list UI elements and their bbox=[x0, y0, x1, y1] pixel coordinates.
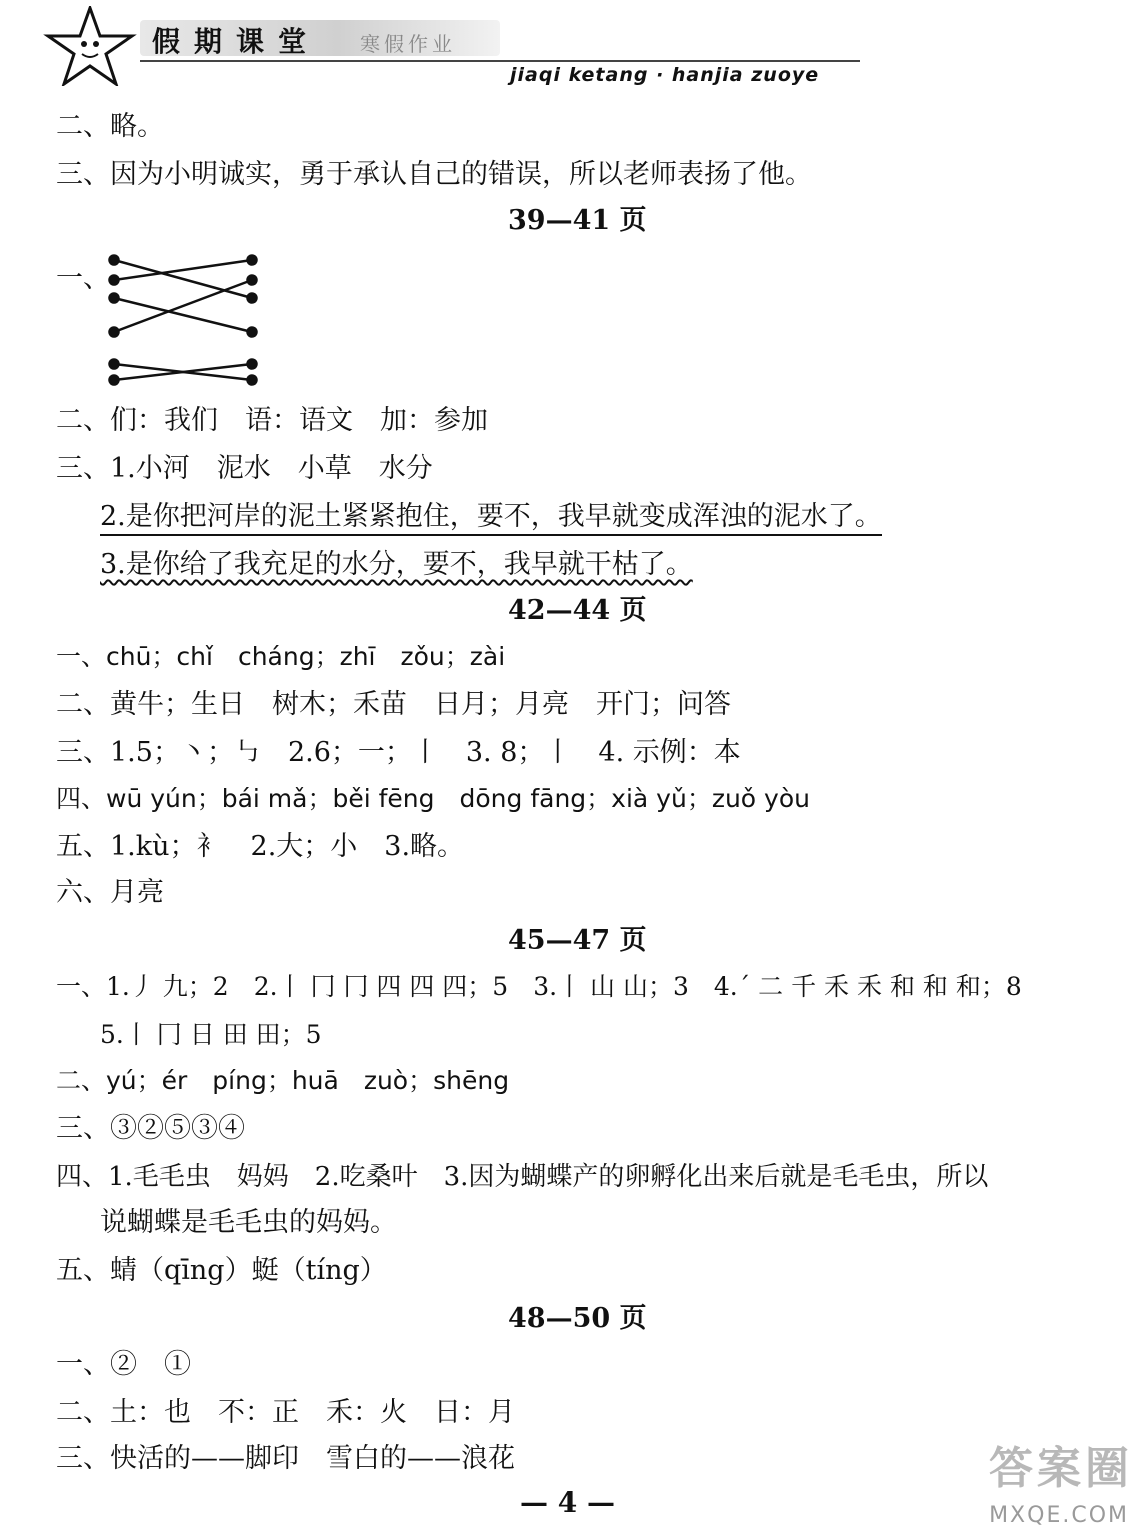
answer-line: 二、略。 bbox=[56, 111, 164, 142]
header-title: 假期课堂 bbox=[152, 25, 321, 58]
answer-line: 二、黄牛；生日 树木；禾苗 日月；月亮 开门；问答 bbox=[56, 689, 731, 720]
answer-line: 三、快活的——脚印 雪白的——浪花 bbox=[56, 1443, 515, 1474]
section-heading: 42—44 页 bbox=[508, 595, 647, 626]
answer-line: 五、1.kù；衤 2.大；小 3.略。 bbox=[56, 831, 465, 862]
answer-line: 三、1.5；丶；㇉ 2.6；一；丨 3. 8；丨 4. 示例：本 bbox=[56, 737, 741, 768]
watermark-url: MXQE.COM bbox=[989, 1503, 1129, 1528]
header-subtitle: 寒假作业 bbox=[360, 32, 456, 56]
section-heading: 45—47 页 bbox=[508, 925, 647, 956]
watermark bbox=[923, 1426, 1143, 1536]
answer-line: 三、因为小明诚实，勇于承认自己的错误，所以老师表扬了他。 bbox=[56, 159, 812, 190]
underlined-sentence: 2.是你把河岸的泥土紧紧抱住，要不，我早就变成浑浊的泥水了。 bbox=[100, 501, 882, 536]
star-mascot-icon bbox=[40, 6, 140, 86]
answer-line: 一、chū；chǐ cháng；zhī zǒu；zài bbox=[56, 642, 506, 671]
answer-line: 三、③②⑤③④ bbox=[56, 1113, 245, 1144]
header-rule bbox=[140, 60, 860, 62]
answer-line bbox=[100, 500, 882, 534]
section-heading: 39—41 页 bbox=[508, 205, 647, 236]
section-heading: 48—50 页 bbox=[508, 1303, 647, 1334]
answer-line: 一、② ① bbox=[56, 1349, 191, 1380]
answer-line: 一、 bbox=[56, 263, 110, 294]
header-pinyin: jiaqi ketang · hanjia zuoye bbox=[510, 64, 820, 86]
matching-diagram bbox=[106, 246, 266, 391]
answer-line: 5.丨 冂 日 田 田；5 bbox=[100, 1020, 322, 1049]
answer-line: 五、蜻（qīng）蜓（tíng） bbox=[56, 1255, 387, 1286]
page-number: — 4 — bbox=[520, 1486, 615, 1519]
watermark-logo: 答案圈 bbox=[989, 1443, 1133, 1494]
wavy-underlined-sentence: 3.是你给了我充足的水分，要不，我早就干枯了。 bbox=[100, 549, 693, 580]
answer-line bbox=[100, 548, 693, 582]
answer-line: 四、wū yún；bái mǎ；běi fēng dōng fāng；xià yǔ；zuǒ yòu bbox=[56, 784, 810, 813]
answer-line: 二、们：我们 语：语文 加：参加 bbox=[56, 405, 488, 436]
answer-line: 二、yú；ér píng；huā zuò；shēng bbox=[56, 1066, 510, 1095]
answer-line: 四、1.毛毛虫 妈妈 2.吃桑叶 3.因为蝴蝶产的卵孵化出来后就是毛毛虫，所以 bbox=[56, 1162, 989, 1192]
answer-line: 六、月亮 bbox=[56, 877, 164, 908]
answer-line: 说蝴蝶是毛毛虫的妈妈。 bbox=[100, 1207, 397, 1238]
page-header bbox=[40, 6, 840, 96]
answer-line: 二、土：也 不：正 禾：火 日：月 bbox=[56, 1397, 515, 1428]
answer-line: 一、1.丿 九；2 2.丨 冂 冂 四 四 四；5 3.丨 山 山；3 4.ˊ 二 千 禾 禾 和 和 和；8 bbox=[56, 972, 1022, 1001]
answer-line: 三、1.小河 泥水 小草 水分 bbox=[56, 453, 433, 484]
